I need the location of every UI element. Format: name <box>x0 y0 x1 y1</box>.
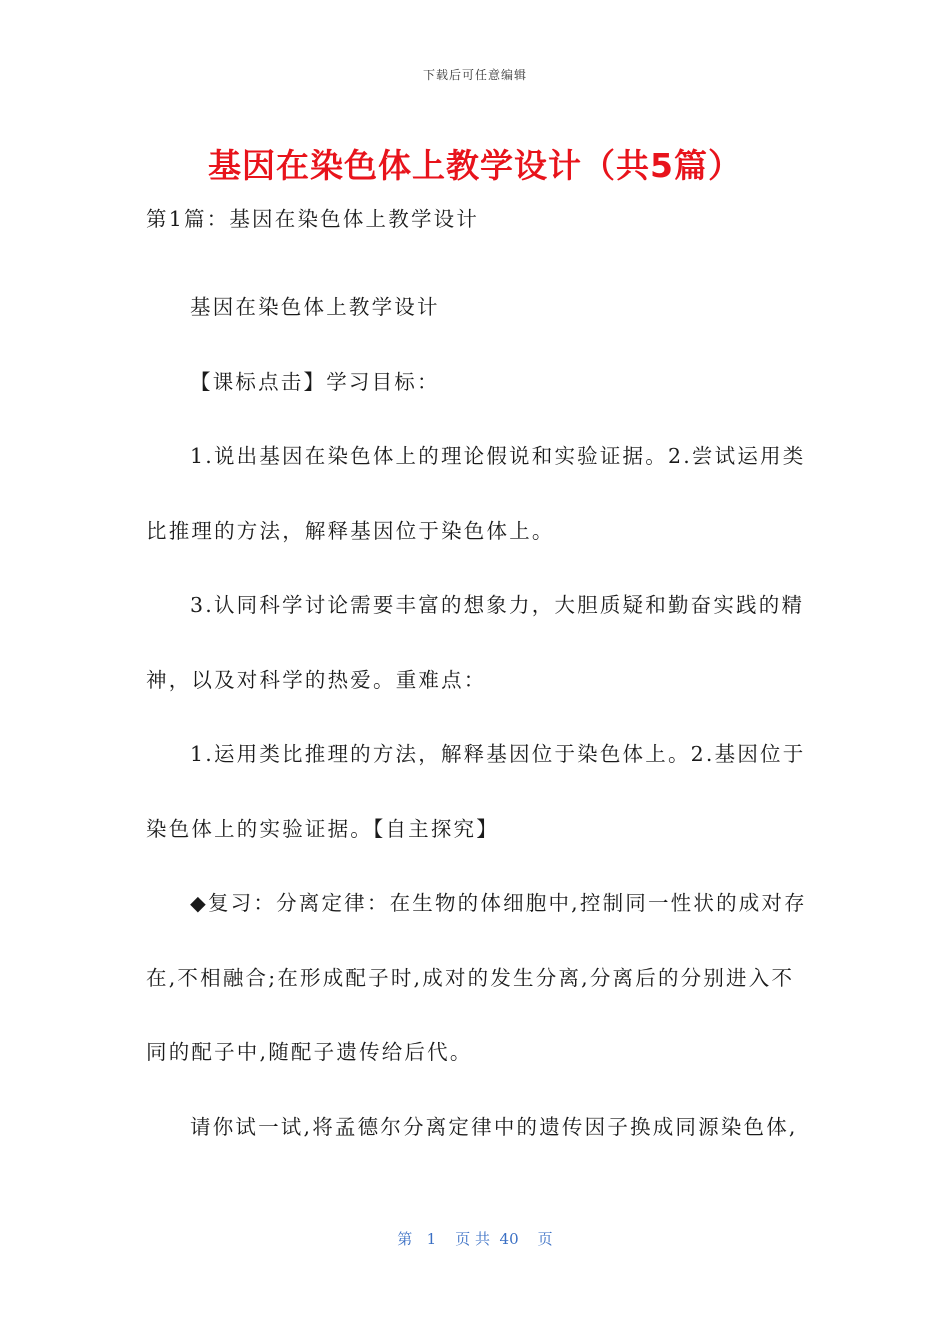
body-line-11: 同的配子中,随配子遗传给后代。 <box>146 1040 473 1064</box>
body-line-1: 基因在染色体上教学设计 <box>190 295 440 319</box>
body-line-4: 比推理的方法，解释基因位于染色体上。 <box>146 518 555 543</box>
page-footer: 第 1 页 共 40 页 <box>397 1230 553 1248</box>
body-line-2: 【课标点击】学习目标： <box>190 369 440 394</box>
document-title: 基因在染色体上教学设计（共5篇） <box>208 146 742 185</box>
document-body <box>146 196 806 1164</box>
body-line-7: 1.运用类比推理的方法，解释基因位于染色体上。2.基因位于 <box>190 742 806 766</box>
body-line-10: 在,不相融合;在形成配子时,成对的发生分离,分离后的分别进入不 <box>146 965 795 990</box>
body-line-5: 3.认同科学讨论需要丰富的想象力，大胆质疑和勤奋实践的精 <box>190 593 805 617</box>
body-line-6: 神，以及对科学的热爱。重难点： <box>146 667 487 692</box>
section-heading: 第1篇：基因在染色体上教学设计 <box>146 207 480 231</box>
body-line-8: 染色体上的实验证据。【自主探究】 <box>146 816 499 841</box>
body-line-9: ◆复习：分离定律：在生物的体细胞中,控制同一性状的成对存 <box>190 891 807 915</box>
body-line-12: 请你试一试,将孟德尔分离定律中的遗传因子换成同源染色体, <box>190 1114 798 1139</box>
body-line-3: 1.说出基因在染色体上的理论假说和实验证据。2.尝试运用类 <box>190 444 806 468</box>
header-note: 下载后可任意编辑 <box>422 68 527 82</box>
